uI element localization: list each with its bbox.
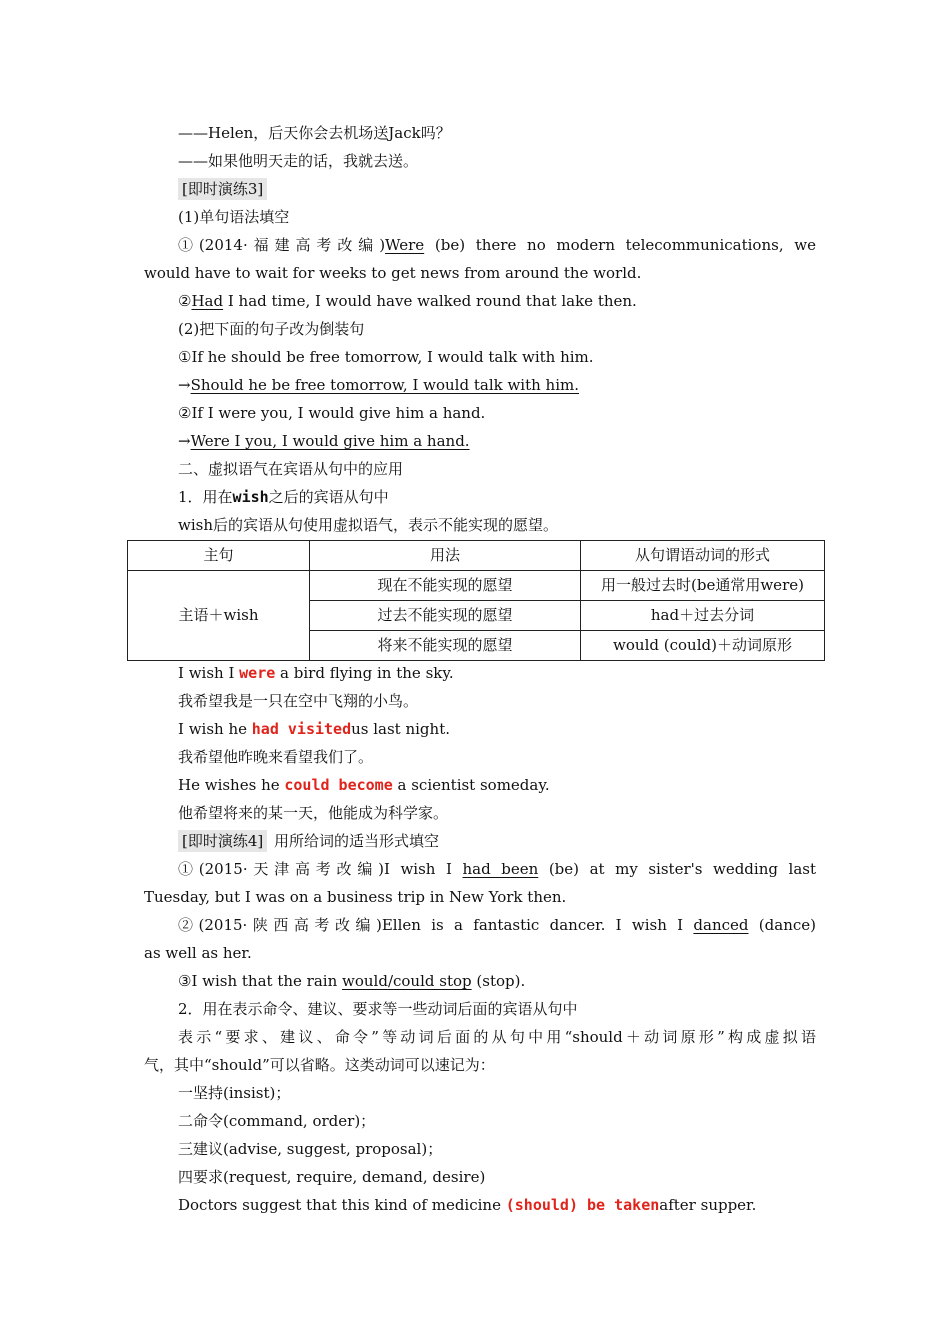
example-text: I wish he — [178, 720, 252, 738]
sub-title-suffix: 之后的宾语从句中 — [268, 488, 389, 506]
drill-4-item-1 — [178, 855, 816, 883]
answer-blank: danced — [693, 916, 749, 934]
drill-3-item-1 — [178, 231, 816, 259]
wish-usage-table — [127, 540, 825, 661]
table-cell-main-clause: 主语＋wish — [128, 571, 310, 661]
mnemonic-item: 二命令(command, order)； — [178, 1112, 376, 1130]
drill-3-item-4-question: ②If I were you, I would give him a hand. — [178, 404, 486, 422]
drill-4-heading — [178, 827, 816, 855]
highlight: (should) be taken — [505, 1196, 660, 1214]
drill-3-part1-title: (1)单句语法填空 — [178, 208, 290, 226]
example-1 — [178, 659, 816, 687]
table-header: 用法 — [310, 541, 581, 571]
answer-blank: Were — [385, 236, 425, 254]
table-cell: 用一般过去时(be通常用were) — [581, 571, 825, 601]
sub2-desc-line1: 表示“要求、建议、命令”等动词后面的从句中用“should＋动词原形”构成虚拟语 — [178, 1028, 816, 1046]
item-text: (be) at my sister's wedding last — [538, 860, 816, 878]
drill-4-tag: [即时演练4] — [178, 830, 267, 852]
table-cell: 将来不能实现的愿望 — [310, 631, 581, 661]
item-text: I had time, I would have walked round that lake then. — [223, 292, 637, 310]
dialog-answer: ——如果他明天走的话，我就去送。 — [178, 152, 419, 170]
arrow-icon: → — [178, 376, 191, 394]
example-text: a bird flying in the sky. — [275, 664, 454, 682]
item-prefix: ①(2015·天津高考改编)I wish I — [178, 860, 463, 878]
item-text: (stop). — [471, 972, 526, 990]
sub-title-prefix: 1．用在 — [178, 488, 233, 506]
arrow-icon: → — [178, 432, 191, 450]
item-prefix: ② — [178, 292, 192, 310]
drill-4-item-2-cont: as well as her. — [144, 944, 252, 962]
example-text: us last night. — [351, 720, 450, 738]
drill-4-item-2 — [178, 911, 816, 939]
item-text: (be) there no modern telecommunications, we — [424, 236, 816, 254]
item-prefix: ①(2014·福建高考改编) — [178, 236, 386, 254]
table-cell: had＋过去分词 — [581, 601, 825, 631]
example-text: Doctors suggest that this kind of medicine — [178, 1196, 506, 1214]
item-text: (dance) — [748, 916, 816, 934]
example-1-translation: 我希望我是一只在空中飞翔的小鸟。 — [178, 692, 419, 710]
table-cell: would (could)＋动词原形 — [581, 631, 825, 661]
table-cell: 过去不能实现的愿望 — [310, 601, 581, 631]
dialog-question: ——Helen，后天你会去机场送Jack吗？ — [178, 124, 451, 142]
drill-3-item-1-cont: would have to wait for weeks to get news from around the world. — [144, 264, 642, 282]
table-header: 主句 — [128, 541, 310, 571]
drill-4-title: 用所给词的适当形式填空 — [274, 832, 440, 850]
answer-blank: Were I you, I would give him a hand. — [190, 432, 470, 450]
answer-blank: Had — [191, 292, 224, 310]
example-text: after supper. — [659, 1196, 757, 1214]
drill-3-part2-title: (2)把下面的句子改为倒装句 — [178, 320, 365, 338]
item-prefix: ②(2015·陕西高考改编)Ellen is a fantastic dancer. I wish I — [178, 916, 694, 934]
highlight: could become — [284, 776, 393, 794]
mnemonic-item: 三建议(advise, suggest, proposal)； — [178, 1140, 443, 1158]
drill-4-item-1-cont: Tuesday, but I was on a business trip in New York then. — [144, 888, 567, 906]
sub2-example — [178, 1191, 816, 1219]
answer-blank: would/could stop — [342, 972, 472, 990]
drill-3-heading — [178, 175, 816, 203]
example-text: He wishes he — [178, 776, 285, 794]
table-row — [128, 571, 825, 601]
table-cell: 现在不能实现的愿望 — [310, 571, 581, 601]
section-2-desc: wish后的宾语从句使用虚拟语气，表示不能实现的愿望。 — [178, 516, 558, 534]
example-3 — [178, 771, 816, 799]
drill-3-tag: [即时演练3] — [178, 178, 267, 200]
example-2-translation: 我希望他昨晚来看望我们了。 — [178, 748, 374, 766]
drill-3-item-2 — [178, 287, 816, 315]
example-3-translation: 他希望将来的某一天，他能成为科学家。 — [178, 804, 449, 822]
example-text: a scientist someday. — [392, 776, 550, 794]
answer-blank: Should he be free tomorrow, I would talk with him. — [190, 376, 580, 394]
example-text: I wish I — [178, 664, 240, 682]
keyword: wish — [232, 488, 269, 506]
table-header-row — [128, 541, 825, 571]
section-2-sub2-title: 2．用在表示命令、建议、要求等一些动词后面的宾语从句中 — [178, 1000, 578, 1018]
highlight: were — [239, 664, 276, 682]
table-header: 从句谓语动词的形式 — [581, 541, 825, 571]
section-2-title: 二、虚拟语气在宾语从句中的应用 — [178, 460, 404, 478]
section-2-sub1-title — [178, 483, 816, 511]
mnemonic-item: 四要求(request, require, demand, desire) — [178, 1168, 486, 1186]
item-prefix: ③I wish that the rain — [178, 972, 343, 990]
drill-3-item-3-answer — [178, 371, 816, 399]
drill-3-item-3-question: ①If he should be free tomorrow, I would talk with him. — [178, 348, 594, 366]
drill-3-item-4-answer — [178, 427, 816, 455]
example-2 — [178, 715, 816, 743]
highlight: had visited — [251, 720, 352, 738]
mnemonic-item: 一坚持(insist)； — [178, 1084, 291, 1102]
answer-blank: had been — [462, 860, 539, 878]
drill-4-item-3 — [178, 967, 816, 995]
sub2-desc-line2: 气，其中“should”可以省略。这类动词可以速记为： — [144, 1056, 495, 1074]
